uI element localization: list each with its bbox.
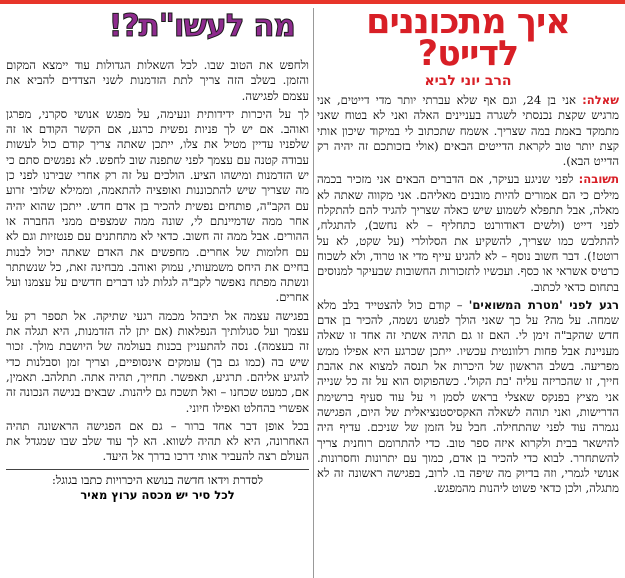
- section1-heading: רגע לפני 'מטרת המשואים': [468, 297, 619, 312]
- answer-text: לפני שניגע בעיקר, אם הדברים הבאים אני מזכיר בכמה מילים כי הם אמורים להיות מובנים מאליהם. אני מקווה שאתה לא מאלה, אבל תתפלא לשמוע שיש כאלה שצריך להגיד להם להתקלח לפני דייט (ולשים דאודורנט כתחליף – לא נחשב), להתגלח, להתלבש כמו שצריך, להשקיע את הסלולרי (על שקט, לא על רוטט!). דבר חשוב נוסף – לא להגיע עייף מדי או טרוד, ולא לשכוח כרטיס אשראי או כסף. ועכשיו לתזכורות החשובות שבעיקר למנוסים בתחום כדאי לכתוב.: [317, 172, 619, 294]
- right-column: [313, 4, 625, 578]
- section1-paragraph: [317, 298, 619, 497]
- left-paragraph-2: לך על היכרות ידידותית ונעימה, על מפגש אנושי סקרני, מפרגן ואוהב. אם יש לך פניות נפשית כרגע, אם הקשר הקודם או זה שלפניו עדיין מטיל את צלו, ייתכן שאתה צריך קודם כול לעשות עבודה קטנה עם עצמך לפני שתפנה שוב לחפש. לא נפגשים סתם כי יש הזדמנות ומישהו הציע. הולכים על זה רק אחרי שבירנו לפני כן מה שצריך שיש להתכוננות ואופציה להתאמה, וממילא שלובי זרוע עם הקב"ה, פותחים נפשית להכיר בן אדם חדש. ייתכן שהוא יהיה אחר ממה שדמיינתם לי, שונה ממה שמצפים ממני החברה או ההורים. אבל ממה זה חשוב. כדאי לא מתחתנים עם פנטזיות וגם לא עם חלומות של אחרים. מחפשים את האדם שאתה יכול לבנות בחיים את היחס משמעותי, עמוק ואוהב. מבחינה זאת, כל שנשתתר ונשתה מפתח נאפשר לקב"ה לגלות לנו דברים חדשים על עצמנו ועל אחרים.: [6, 106, 309, 305]
- headline: [317, 2, 619, 74]
- section1-text: – קודם כול להצטייד בלב מלא שמחה. על מה? על כך שאני הולך לפגוש נשמה, להכיר בן אדם חדש שהקב"ה זימן לי. האם זו גם תהיה אשתי זה אחד זו שאלה מעניינת אבל פחות רלוונטית עכשיו. ייתכן שכרגע היא אפילו ממש מפריעה. בשלב הראשון של היכרות אל תנסה למצוא את אהבת חייך, זו שהכריזה עליה 'בת הקול'. כשהפוקוס הוא על זה כל שנייה אני מציץ בפנקס שאצלי בראש לסמן וי על עוד סעיף ברשימת הדרישות, ואני תוהה לשאלה האקסיסטנציאלית של היום, הפגישה נגמרה עוד לפני שהתחילה. חבל על הזמן של שניכם. עדיף היה להישאר בבית ולקרוא איזה ספר טוב. כדי להתרומם רוחנית צריך להשתחרר. לבוא כדי להכיר בן אדם, כמוך עם יתרונות וחסרונות. אנושי לגמרי, וזה בדיוק מה שיפה בו. לרוב, בפגישה ראשונה זה לא מתגלה, ולכן כדאי פשוט ליהנות מהמפגש.: [317, 297, 619, 496]
- contact-box: [6, 469, 309, 503]
- column-logo: [6, 6, 309, 58]
- left-paragraph-4: בכל אופן דבר אחד ברור – גם אם הפגישה הראשונה תהיה האחרונה, היא לא תהיה לשווא. הא לך עוד שלב שבו שמגדל את העולם רצה להעביר אותי דרכו בדרך אל היעד.: [6, 418, 309, 464]
- column-divider: [313, 8, 314, 578]
- column-logo-text: מה לעשו"ת?!: [108, 8, 295, 44]
- headline-line2: לדייט?: [417, 34, 519, 74]
- contact-line-1: לסדרת וידאו חדשה בנושא היכרויות כתבו בגוגל:: [51, 472, 263, 487]
- question-label: שאלה:: [582, 93, 619, 107]
- left-intro-paragraph: ולחפש את הטוב שבו. לכל השאלות הגדולות עוד יימצא המקום והזמן. בשלב הזה צריך לתת הזדמנות לשני הצדדים להביא את עצמם לפגישה.: [6, 58, 309, 103]
- author-byline: הרב יוני לביא: [424, 73, 512, 89]
- question-text: אני בן 24, וגם אף שלא עברתי יותר מדי דייטים, אני מרגיש שקצת נכנסתי לשגרה בעניינים האלה ואני לא בטוח שאני מתמקד באמת במה שצריך. אשמח שתכתוב לי במיקוד שיכון אותי קצת יותר טוב לקראת הדייטים הבאים (אולי בזכותכם זה יהיה רק הדייט הבא).: [317, 93, 619, 169]
- left-paragraph-3: בפגישה עצמה אל תיבהל מכמה רגעי שתיקה. אל תספר רק על עצמך ועל סגולותיך הנפלאות (אם יתן לה הזדמנות, היא תגלה את זה בעצמה). נסה להתעניין בכנות בעולמה של היושבת מולך. זכור שיש בה (כמו גם בך) עומקים אינסופיים, וצריך זמן וסבלנות כדי להגיע אליהם. תרגיע, תאפשר. תחייך, תהיה אתה. תתלהב. תאמין, אם, כמעט שכחנו – ואל תשכח גם ליהנות. שבאים בגישה הנכונה זה אפשרי בהחלט ואפילו חיוני.: [6, 308, 309, 415]
- answer-label: תשובה:: [578, 172, 620, 187]
- headline-line1: איך מתכוננים: [366, 2, 570, 42]
- contact-line-2: לכל סיר יש מכסה ערוץ מאיר: [80, 487, 235, 502]
- question-paragraph: [317, 93, 619, 169]
- answer-paragraph: [317, 172, 619, 294]
- left-column: [0, 4, 313, 578]
